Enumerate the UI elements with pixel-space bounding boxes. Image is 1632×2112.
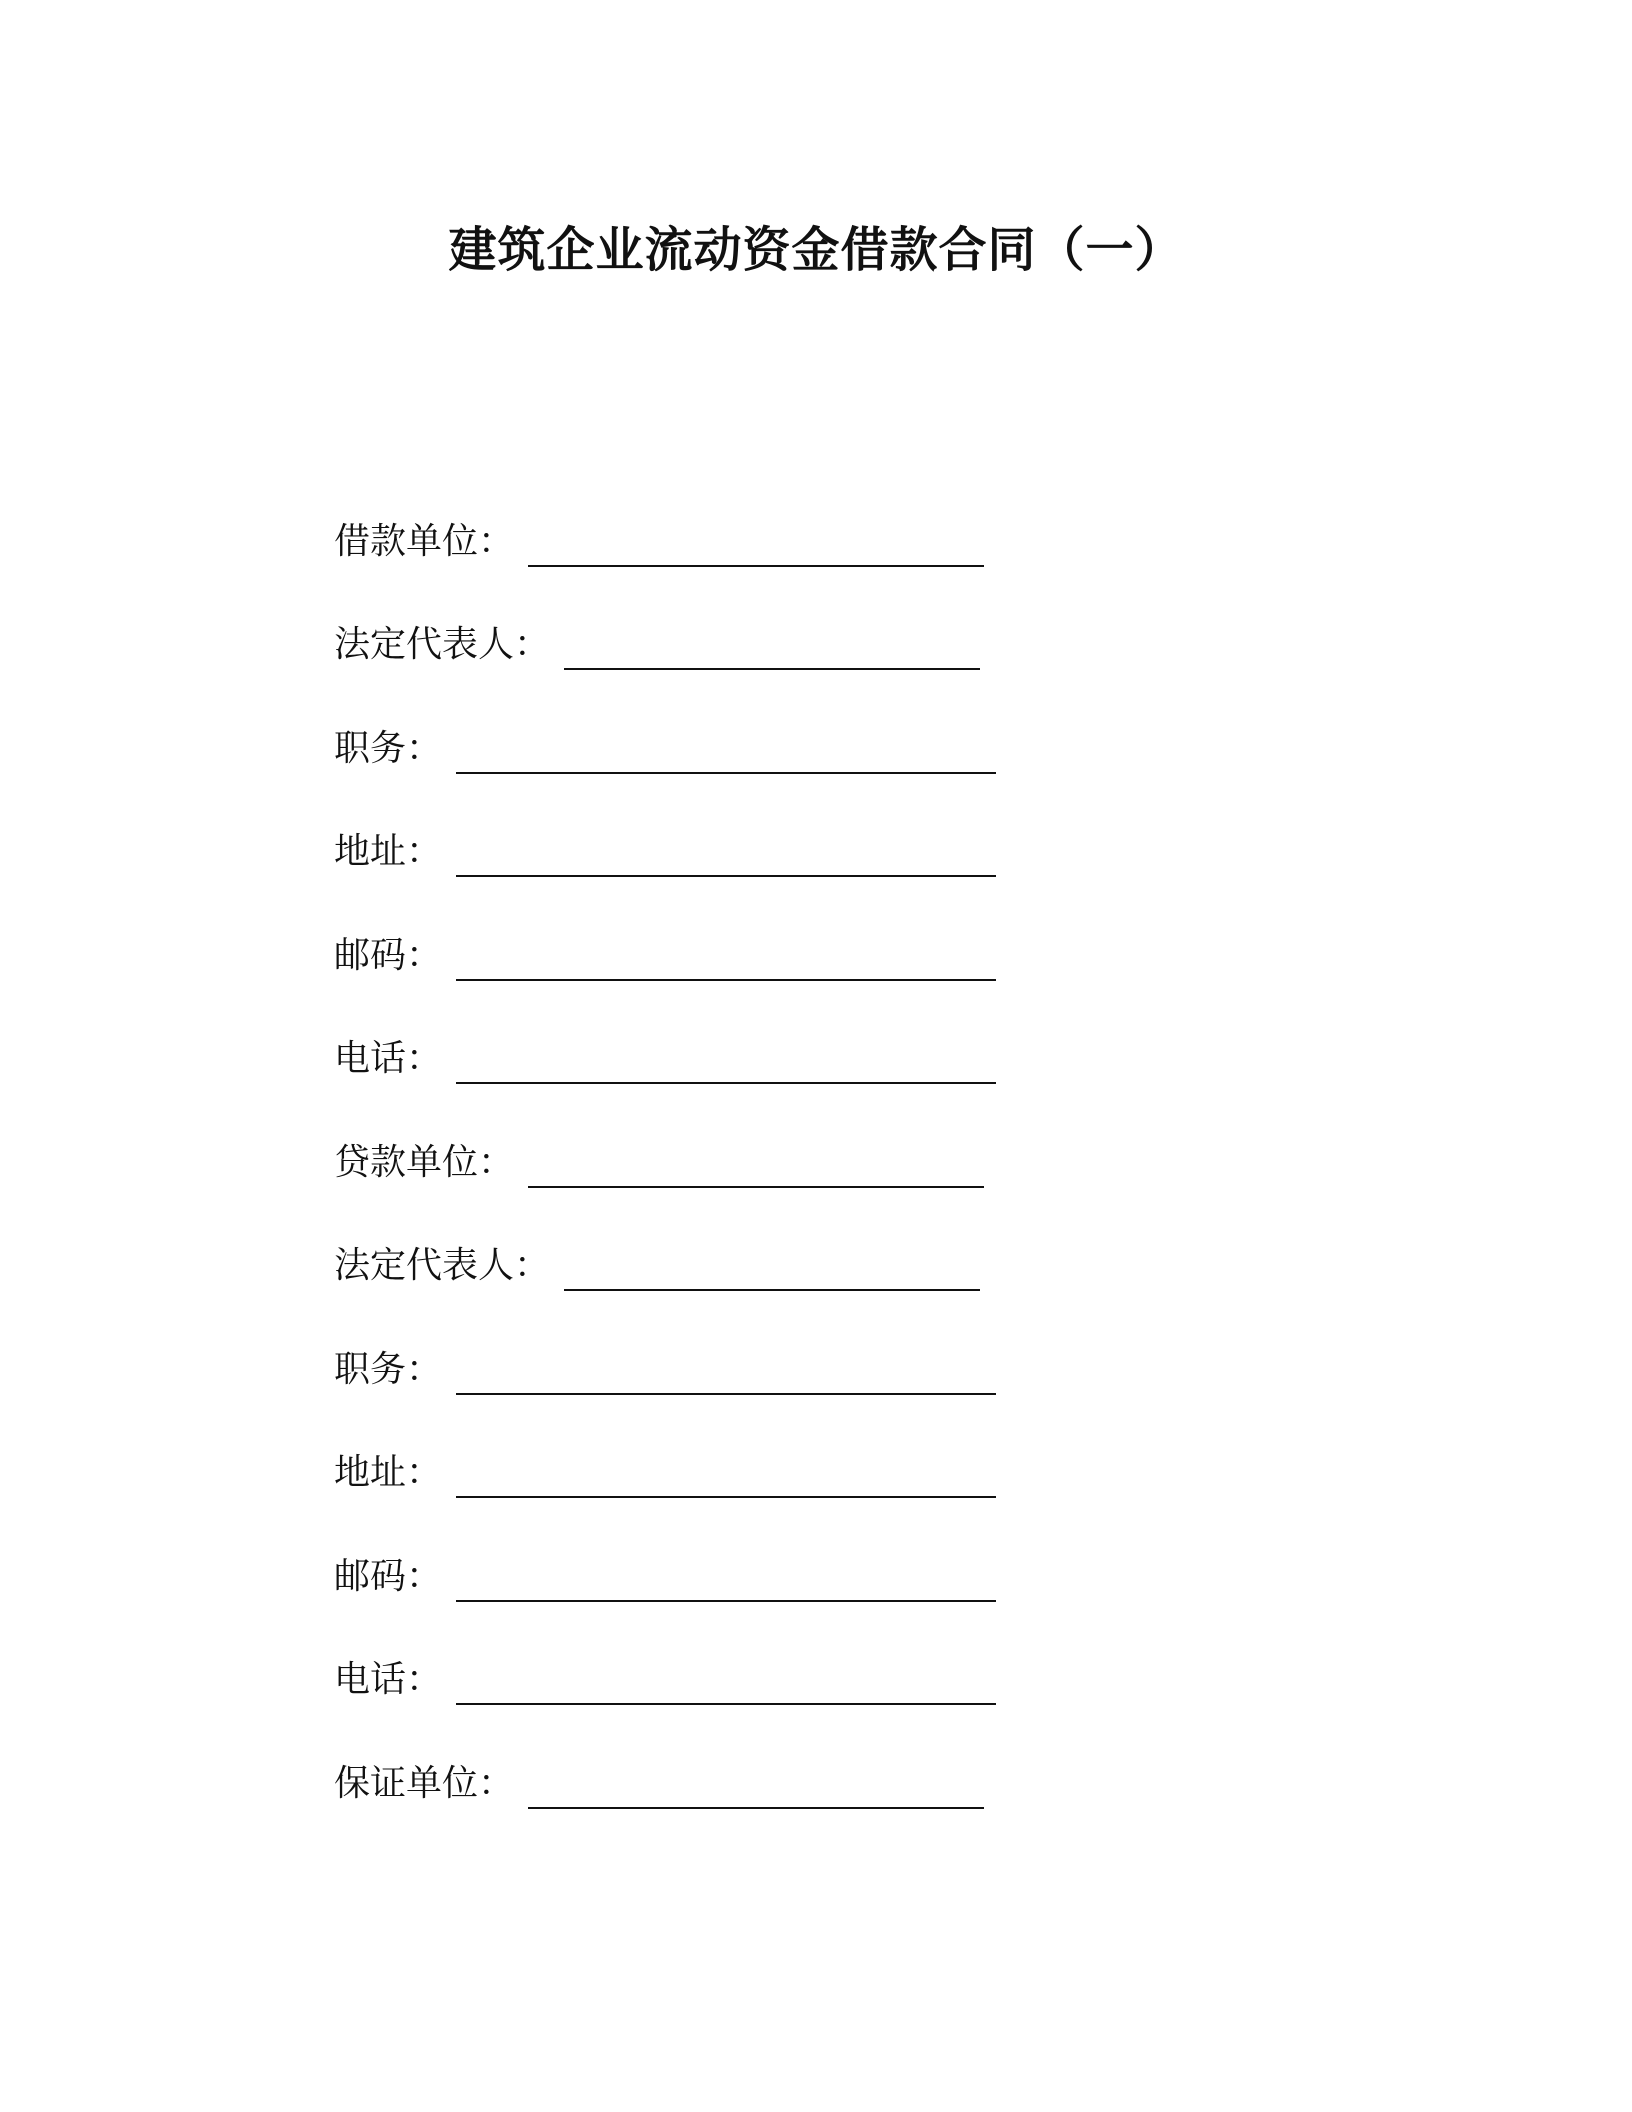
lender-position-row	[334, 1318, 1234, 1422]
party-info-fields	[334, 490, 1234, 1836]
blank-line[interactable]	[456, 943, 996, 981]
field-label: 电话：	[334, 1038, 443, 1080]
blank-line[interactable]	[528, 529, 984, 567]
blank-line[interactable]	[456, 839, 996, 877]
field-label: 职务：	[334, 727, 443, 769]
blank-line[interactable]	[564, 632, 980, 670]
field-label: 地址：	[334, 1452, 443, 1494]
blank-line[interactable]	[456, 1357, 996, 1395]
field-label: 保证单位：	[334, 1762, 515, 1804]
field-label: 借款单位：	[334, 520, 515, 562]
lender-unit-row	[334, 1111, 1234, 1215]
field-label: 地址：	[334, 831, 443, 873]
lender-address-row	[334, 1422, 1234, 1526]
borrower-unit-row	[334, 490, 1234, 594]
borrower-position-row	[334, 697, 1234, 801]
field-label: 邮码：	[334, 934, 443, 976]
blank-line[interactable]	[456, 1564, 996, 1602]
blank-line[interactable]	[528, 1771, 984, 1809]
borrower-address-row	[334, 801, 1234, 905]
borrower-legal-rep-row	[334, 594, 1234, 698]
field-label: 电话：	[334, 1659, 443, 1701]
guarantor-unit-row	[334, 1732, 1234, 1836]
blank-line[interactable]	[456, 1046, 996, 1084]
blank-line[interactable]	[456, 736, 996, 774]
borrower-phone-row	[334, 1008, 1234, 1112]
borrower-postcode-row	[334, 904, 1234, 1008]
field-label: 职务：	[334, 1348, 443, 1390]
blank-line[interactable]	[456, 1667, 996, 1705]
field-label: 法定代表人：	[334, 624, 551, 666]
lender-postcode-row	[334, 1525, 1234, 1629]
field-label: 法定代表人：	[334, 1245, 551, 1287]
field-label: 贷款单位：	[334, 1141, 515, 1183]
document-title: 建筑企业流动资金借款合同（一）	[448, 222, 1184, 278]
lender-legal-rep-row	[334, 1215, 1234, 1319]
lender-phone-row	[334, 1629, 1234, 1733]
blank-line[interactable]	[456, 1460, 996, 1498]
field-label: 邮码：	[334, 1555, 443, 1597]
blank-line[interactable]	[564, 1253, 980, 1291]
blank-line[interactable]	[528, 1150, 984, 1188]
